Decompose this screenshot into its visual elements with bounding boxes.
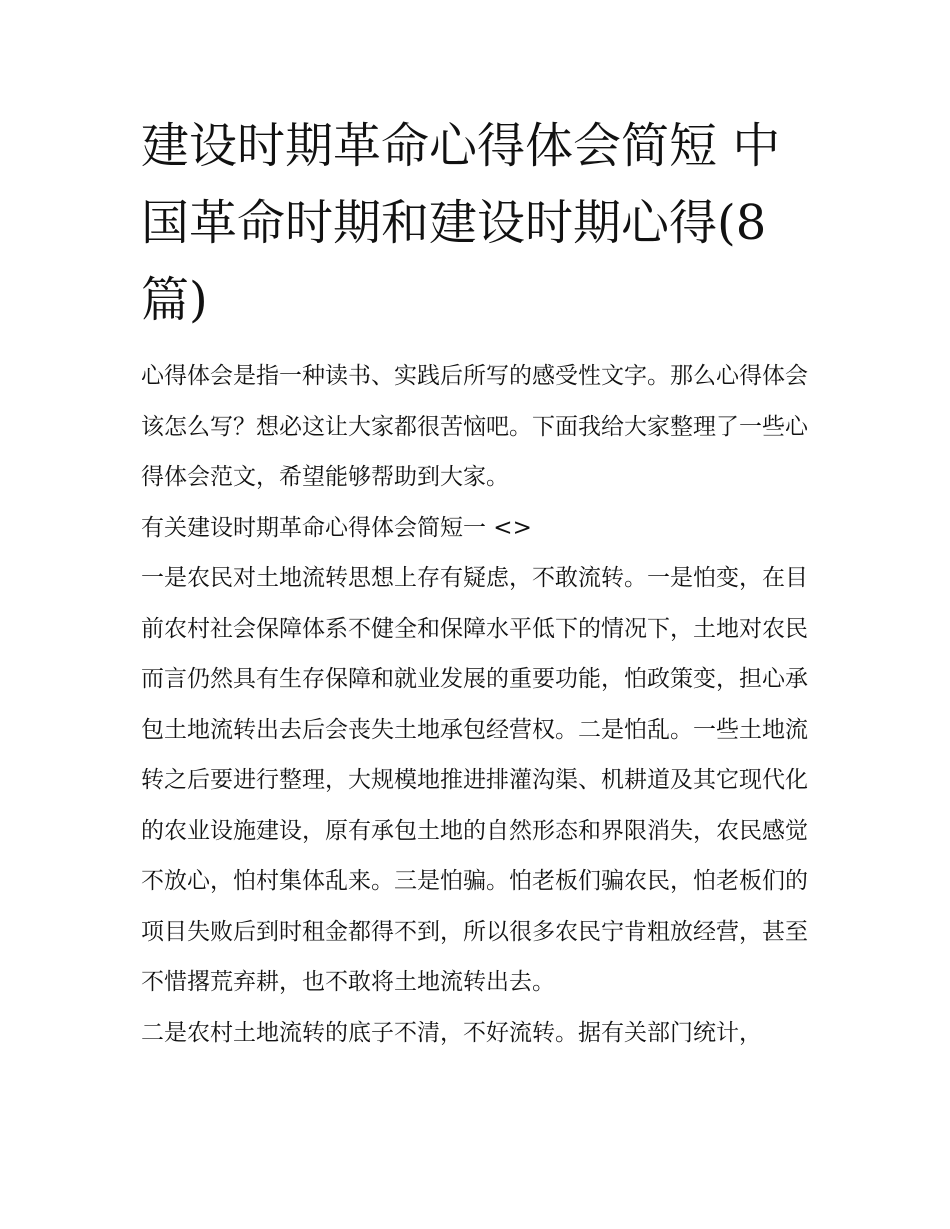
document-body bbox=[141, 108, 813, 1058]
document-title: 建设时期革命心得体会简短 中国革命时期和建设时期心得(8篇) bbox=[141, 118, 781, 328]
body-paragraph-1: 一是农民对土地流转思想上存有疑虑，不敢流转。一是怕变，在目前农村社会保障体系不健全和保障水平低下的情况下，土地对农民而言仍然具有生存保障和就业发展的重要功能，怕政策变，担心承包土地流转出去后会丧失土地承包经营权。二是怕乱。一些土地流转之后要进行整理，大规模地推进排灌沟渠、机耕道及其它现代化的农业设施建设，原有承包土地的自然形态和界限消失，农民感觉不放心，怕村集体乱来。三是怕骗。怕老板们骗农民，怕老板们的项目失败后到时租金都得不到，所以很多农民宁肯粗放经营，甚至不惜撂荒弃耕，也不敢将土地流转出去。 bbox=[141, 565, 808, 995]
body-paragraph-2: 二是农村土地流转的底子不清，不好流转。据有关部门统计， bbox=[141, 1019, 762, 1046]
intro-paragraph: 心得体会是指一种读书、实践后所写的感受性文字。那么心得体会该怎么写？想必这让大家都很苦恼吧。下面我给大家整理了一些心得体会范文，希望能够帮助到大家。 bbox=[141, 363, 808, 490]
section-heading: 有关建设时期革命心得体会简短一 <> bbox=[141, 514, 532, 541]
